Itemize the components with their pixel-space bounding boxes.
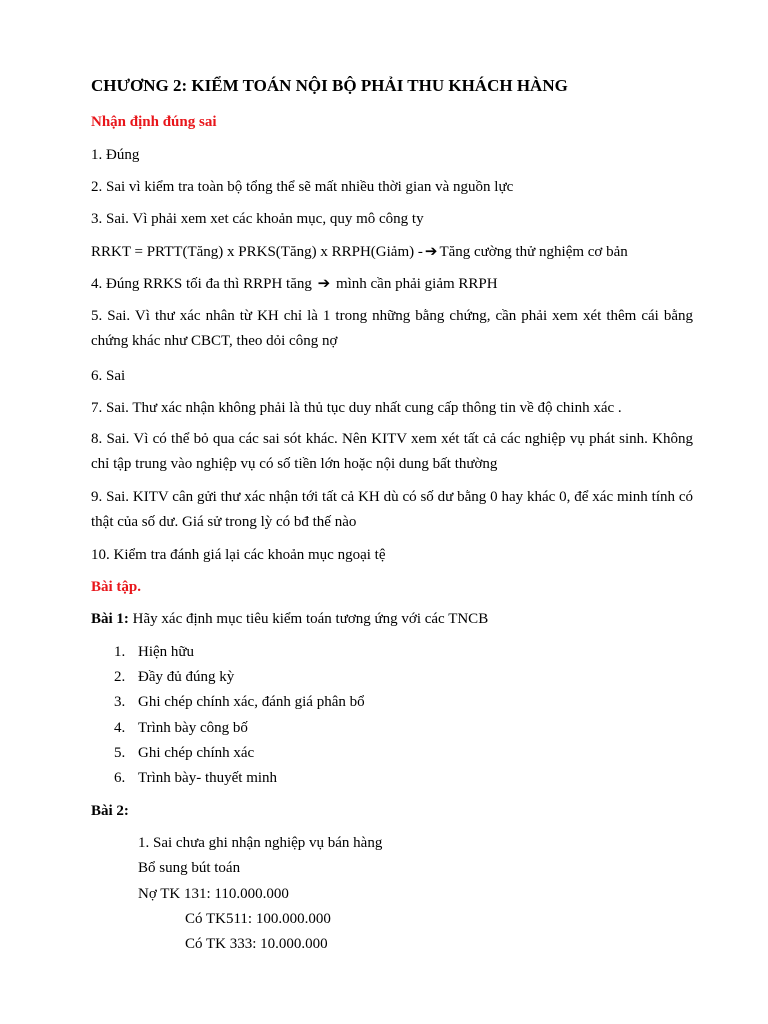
statement-1: 1. Đúng: [91, 147, 140, 163]
statement-3: 3. Sai. Vì phải xem xet các khoản mục, quy mô công ty: [91, 211, 424, 227]
exercise-2-label: Bài 2:: [91, 803, 129, 819]
exercise-1-text: Hãy xác định mục tiêu kiểm toán tương ứng với các TNCB: [128, 611, 489, 627]
statement-7: 7. Sai. Thư xác nhận không phải là thủ tục duy nhất cung cấp thông tin về độ chinh xác .: [91, 400, 622, 416]
document-page: CHƯƠNG 2: KIỂM TOÁN NỘI BỘ PHẢI THU KHÁCH HÀNG Nhận định đúng sai 1. Đúng 2. Sai vì kiểm tra toàn bộ tổng thể sẽ mất nhiều thời gian và nguồn lực 3. Sai. Vì phải xem xet các khoản mục, quy mô công ty RRKT = PRTT(Tăng) x PRKS(Tăng) x RRPH(Giảm) - ➔ Tăng cường thử nghiệm cơ bản 4. Đúng RRKS tối đa thì RRPH tăng ➔ mình cần phải giảm RRPH 5. Sai. Vì thư xác nhân từ KH chỉ là 1 trong những bằng chứng, cần phải xem xét thêm cái bằng chứng khác như CBCT, theo dỏi công nợ 6. Sai 7. Sai. Thư xác nhận không phải là thủ tục duy nhất cung cấp thông tin về độ chinh xác . 8. Sai. Vì có thể bỏ qua các sai sót khác. Nên KITV xem xét tất cả các nghiệp vụ phát sinh. Không chỉ tập trung vào nghiệp vụ có số tiền lớn hoặc nội dung bất thường 9. Sai. KITV cân gửi thư xác nhận tới tất cả KH dù có số dư bằng 0 hay khác 0, để xác minh tính có thật của số dư. Giá sử trong lỳ có bđ thế nào 10. Kiểm tra đánh giá lại các khoản mục ngoại tệ Bài tập. Bài 1: Hãy xác định mục tiêu kiểm toán tương ứng với các TNCB 1. Hiện hữu 2. Đầy đủ đúng kỳ 3. Ghi chép chính xác, đánh giá phân bổ 4. Trình bày công bố 5. Ghi chép chính xác 6. Trình bày- thuyết minh Bài 2: 1. Sai chưa ghi nhận nghiệp vụ bán hàng Bổ sung bút toán Nợ TK 131: 110.000.000 Có TK511: 100.000.000 Có TK 333: 10.000.000: [91, 76, 693, 952]
statement-6: 6. Sai: [91, 368, 126, 384]
statement-8: 8. Sai. Vì có thể bỏ qua các sai sót khác. Nên KITV xem xét tất cả các nghiệp vụ phát sinh. Không chỉ tập trung vào nghiệp vụ có số tiền lớn hoặc nội dung bất thường: [91, 431, 693, 472]
statement-2: 2. Sai vì kiểm tra toàn bộ tổng thể sẽ mất nhiều thời gian và nguồn lực: [91, 179, 514, 195]
statement-4-right: mình cần phải giảm RRPH: [332, 276, 498, 292]
page-title: CHƯƠNG 2: KIỂM TOÁN NỘI BỘ PHẢI THU KHÁCH HÀNG: [91, 76, 568, 95]
right-arrow-icon: ➔: [317, 276, 331, 292]
journal-credit-line-2: Có TK 333: 10.000.000: [185, 936, 328, 952]
exercise-2-item-1: 1. Sai chưa ghi nhận nghiệp vụ bán hàng: [138, 835, 383, 851]
formula-right: Tăng cường thử nghiệm cơ bản: [439, 244, 628, 260]
formula-left: RRKT = PRTT(Tăng) x PRKS(Tăng) x RRPH(Giảm) -: [91, 244, 423, 260]
statement-9: 9. Sai. KITV cân gửi thư xác nhận tới tất cả KH dù có số dư bằng 0 hay khác 0, để xác minh tính có thật của số dư. Giá sử trong lỳ có bđ thế nào: [91, 489, 693, 530]
statement-4: [91, 275, 498, 293]
right-arrow-icon: ➔: [424, 244, 438, 260]
exercise-1-intro: [91, 610, 488, 628]
journal-debit-line: Nợ TK 131: 110.000.000: [138, 886, 289, 902]
formula-line: [91, 243, 628, 261]
exercise-1-label: Bài 1:: [91, 611, 129, 627]
statement-10: 10. Kiểm tra đánh giá lại các khoản mục ngoại tệ: [91, 547, 386, 563]
exercise-2-supplement: Bổ sung bút toán: [138, 860, 241, 876]
journal-credit-line-1: Có TK511: 100.000.000: [185, 911, 331, 927]
statement-5: 5. Sai. Vì thư xác nhân từ KH chỉ là 1 trong những bằng chứng, cần phải xem xét thêm cái bằng chứng khác như CBCT, theo dỏi công nợ: [91, 308, 693, 349]
section-heading-true-false: Nhận định đúng sai: [91, 114, 217, 130]
section-heading-exercises: Bài tập.: [91, 579, 142, 595]
statement-4-left: 4. Đúng RRKS tối đa thì RRPH tăng: [91, 276, 316, 292]
